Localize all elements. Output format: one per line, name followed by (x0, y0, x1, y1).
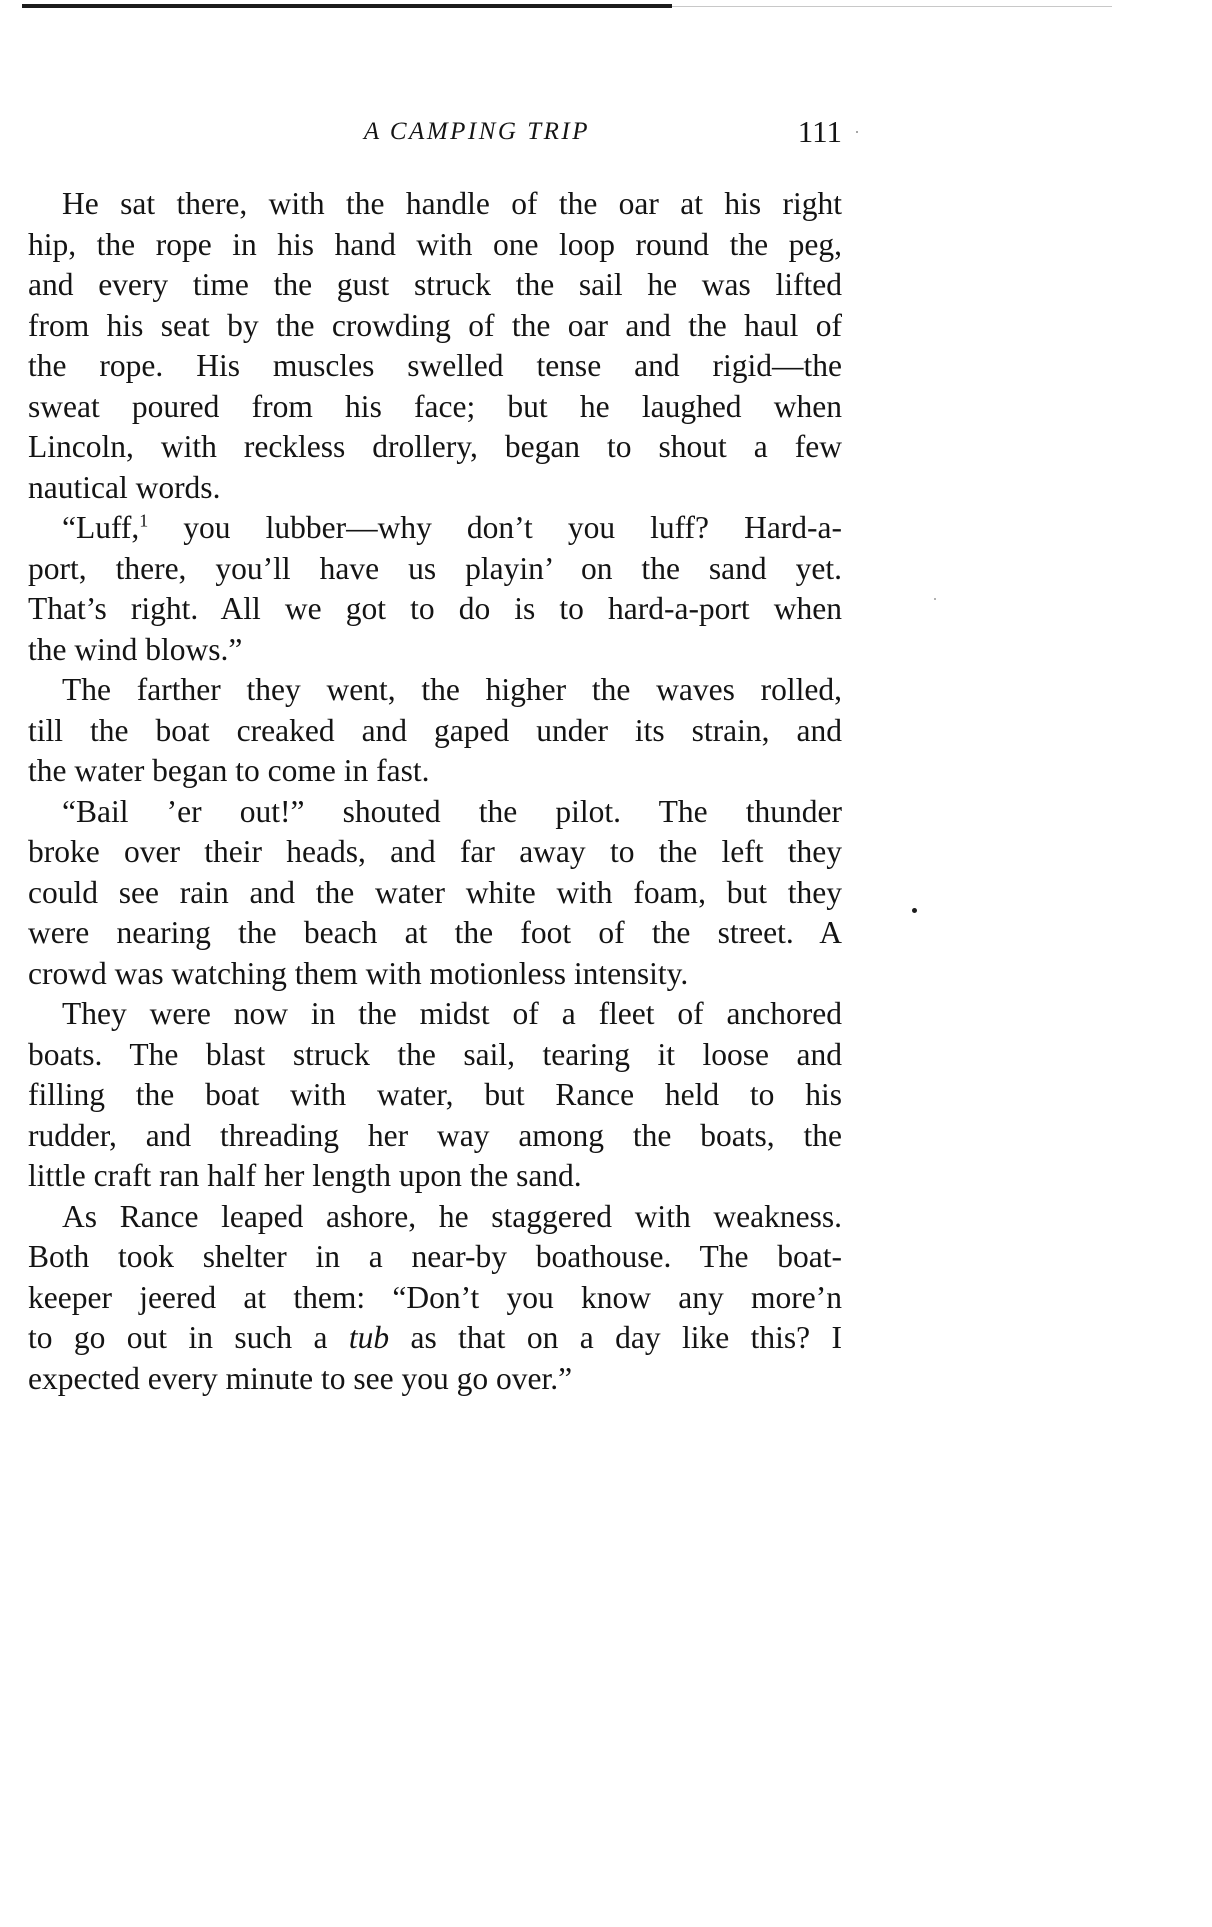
text-line: nautical words. (28, 469, 221, 505)
footnote-marker: 1 (139, 510, 149, 531)
text-line: little craft ran half her length upon the sand. (28, 1158, 582, 1193)
text-line: hip, the rope in his hand with one loop round the peg, (28, 226, 842, 262)
top-page-edge-shadow (672, 6, 1112, 7)
text-line: from his seat by the crowding of the oar and the haul of (28, 307, 842, 343)
text-line: boats. The blast struck the sail, tearing it loose and (28, 1036, 842, 1072)
text-line: That’s right. All we got to do is to hard-a-port when (28, 591, 842, 626)
text-line: could see rain and the water white with foam, but they (28, 874, 842, 910)
text-line: the water began to come in fast. (28, 753, 430, 788)
print-speck (856, 131, 858, 133)
text-line: port, there, you’ll have us playin’ on the sand yet. (28, 550, 842, 586)
text-line: The farther they went, the higher the waves rolled, (62, 672, 842, 707)
text-line: rudder, and threading her way among the boats, the (28, 1117, 842, 1153)
text-line: the wind blows.” (28, 631, 243, 667)
text-line: and every time the gust struck the sail he was lifted (28, 267, 842, 302)
body-text (28, 184, 842, 1399)
text-line: Both took shelter in a near-by boathouse. The boat- (28, 1239, 842, 1274)
text-line: Lincoln, with reckless drollery, began to shout a few (28, 429, 842, 464)
page-number: 111 (797, 114, 842, 149)
print-speck (934, 598, 936, 600)
print-speck (912, 908, 917, 913)
text-line: filling the boat with water, but Rance held to his (28, 1077, 842, 1112)
text-line: sweat poured from his face; but he laughed when (28, 388, 842, 424)
text-line: broke over their heads, and far away to the left they (28, 834, 842, 869)
text-line: keeper jeered at them: “Don’t you know any more’n (28, 1279, 842, 1315)
text-line: crowd was watching them with motionless intensity. (28, 955, 689, 991)
text-line: “Luff,$^1$ you lubber—why don’t you luff? Hard-a- (62, 510, 842, 545)
text-line: expected every minute to see you go over.” (28, 1360, 573, 1396)
italic-word: tub (348, 1320, 390, 1355)
text-line: They were now in the midst of a fleet of anchored (62, 996, 842, 1031)
text-line: the rope. His muscles swelled tense and rigid—the (28, 348, 842, 383)
top-page-edge-rule (22, 4, 672, 8)
text-line: “Bail ’er out!” shouted the pilot. The thunder (62, 793, 842, 829)
text-line: till the boat creaked and gaped under its strain, and (28, 712, 842, 748)
text-line: He sat there, with the handle of the oar at his right (62, 186, 842, 221)
page-header (30, 112, 842, 152)
text-line: As Rance leaped ashore, he staggered with weakness. (62, 1198, 842, 1234)
text-line: were nearing the beach at the foot of the street. A (28, 915, 842, 950)
running-head: A CAMPING TRIP (363, 118, 590, 145)
text-line: to go out in such a tub as that on a day like this? I (28, 1320, 842, 1355)
